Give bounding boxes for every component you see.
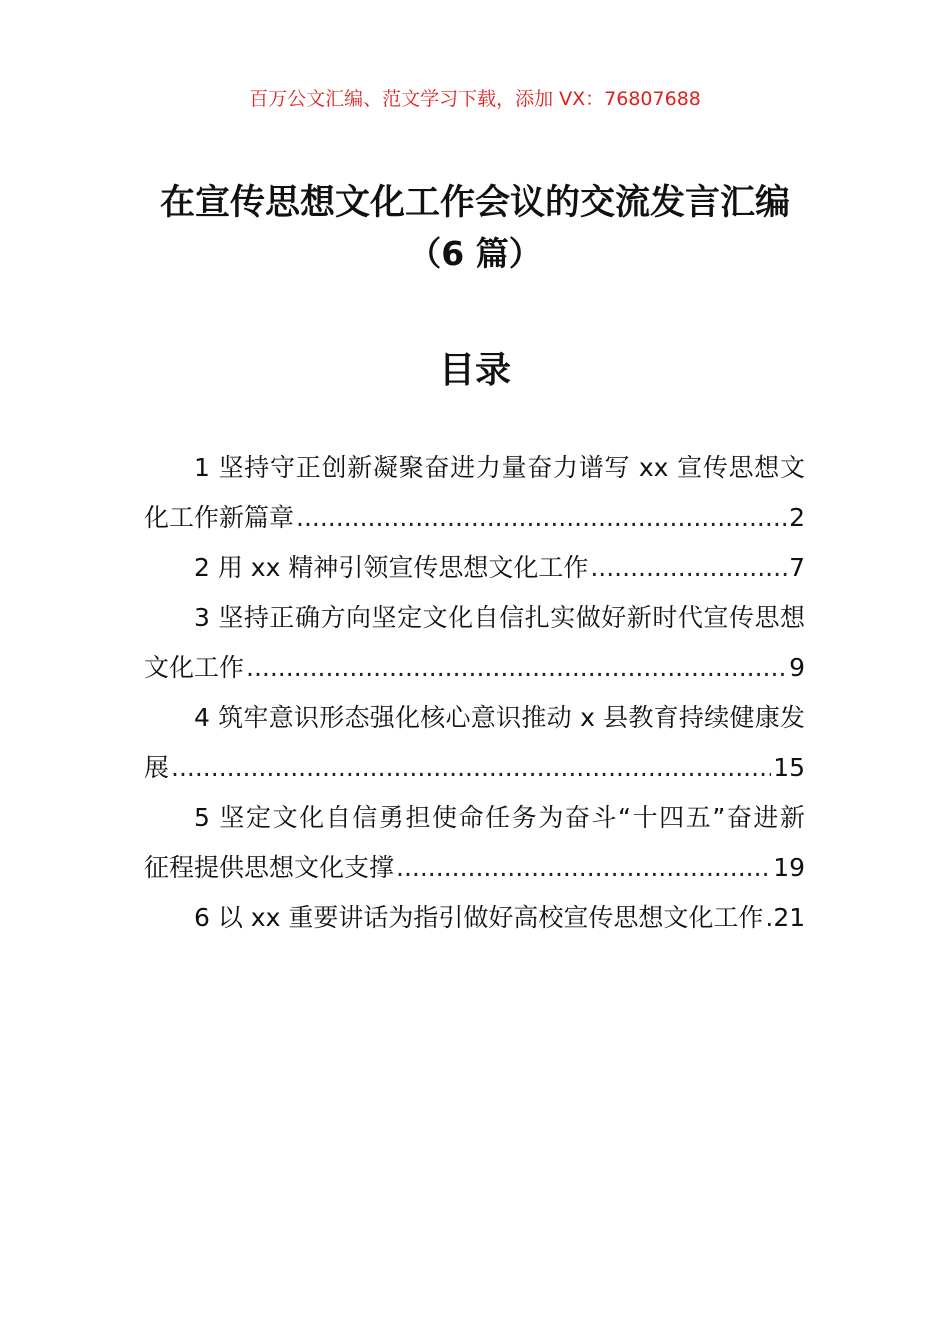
toc-page-number: 19 xyxy=(773,853,805,882)
toc-entry-title: 1 坚持守正创新凝聚奋进力量奋力谱写 xx 宣传思想文 xyxy=(194,453,805,482)
document-title: 在宣传思想文化工作会议的交流发言汇编 xyxy=(159,183,790,223)
toc-entry-3[interactable] xyxy=(144,593,805,693)
toc-page-number: 9 xyxy=(789,653,805,682)
header-note: 百万公文汇编、范文学习下载，添加 VX：76807688 xyxy=(249,88,701,110)
dot-leader xyxy=(171,743,771,793)
toc-entry-2[interactable] xyxy=(144,543,805,593)
table-of-contents xyxy=(144,443,805,943)
toc-page-number: 21 xyxy=(773,903,806,932)
dot-leader xyxy=(396,843,771,893)
toc-entry-1[interactable] xyxy=(144,443,805,543)
toc-entry-4[interactable] xyxy=(144,693,805,793)
dot-leader xyxy=(246,643,787,693)
toc-entry-6[interactable] xyxy=(144,893,805,943)
toc-entry-title-cont: 展 xyxy=(144,753,170,782)
toc-entry-title: 4 筑牢意识形态强化核心意识推动 x 县教育持续健康发 xyxy=(194,703,805,732)
toc-entry-title-cont: 化工作新篇章 xyxy=(144,503,295,532)
toc-entry-title: 2 用 xx 精神引领宣传思想文化工作 xyxy=(194,553,589,582)
toc-heading: 目录 xyxy=(438,350,511,391)
dot-leader xyxy=(765,893,771,943)
document-title-count: （6 篇） xyxy=(408,234,542,273)
toc-entry-title-cont: 征程提供思想文化支撑 xyxy=(144,853,395,882)
toc-entry-5[interactable] xyxy=(144,793,805,893)
toc-page-number: 15 xyxy=(773,753,805,782)
toc-page-number: 2 xyxy=(789,503,805,532)
dot-leader xyxy=(296,493,787,543)
toc-entry-title-cont: 文化工作 xyxy=(144,653,245,682)
toc-page-number: 7 xyxy=(789,553,805,582)
toc-entry-title: 6 以 xx 重要讲话为指引做好高校宣传思想文化工作 xyxy=(194,903,764,932)
toc-entry-title: 3 坚持正确方向坚定文化自信扎实做好新时代宣传思想 xyxy=(194,603,805,632)
toc-entry-title: 5 坚定文化自信勇担使命任务为奋斗“十四五”奋进新 xyxy=(194,803,805,832)
dot-leader xyxy=(590,543,787,593)
